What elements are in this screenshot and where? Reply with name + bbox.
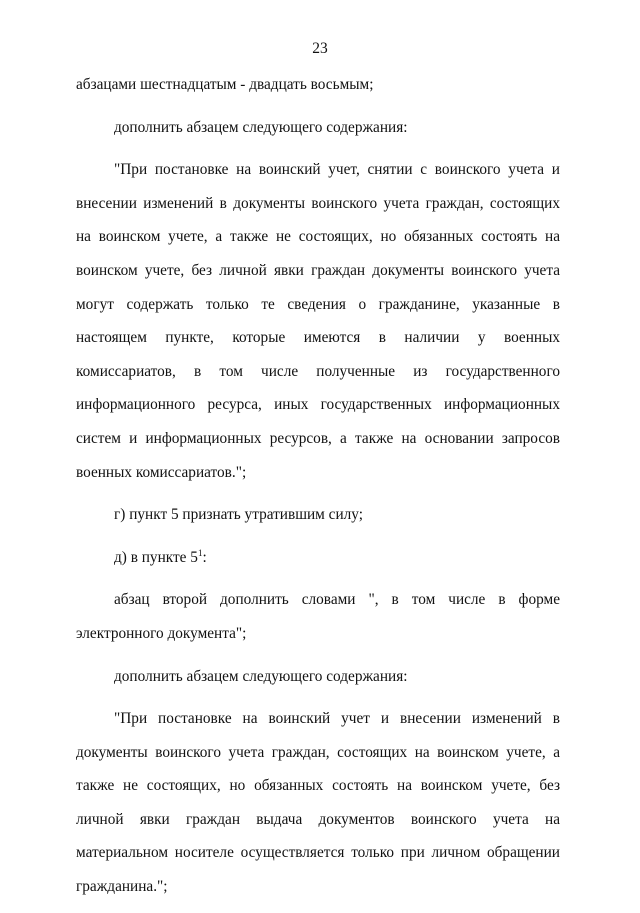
- paragraph-7: дополнить абзацем следующего содержания:: [114, 667, 408, 685]
- item-d-text: д) в пункте 5: [114, 548, 198, 566]
- paragraph-6: абзац второй дополнить словами ", в том числе в форме электронного документа";: [76, 591, 560, 642]
- paragraph-2: дополнить абзацем следующего содержания:: [114, 118, 408, 136]
- item-d-superscript: 1: [197, 547, 203, 558]
- paragraph-4-item-g: г) пункт 5 признать утратившим силу;: [114, 506, 363, 524]
- paragraph-8-quote: "При постановке на воинский учет и внесении изменений в документы воинского учета граждан, состоящих на воинском учете, а также не состоящих, но обязанных состоять на воинском учете, без личной явки граждан выдача документов воинского учета на материальном носителе осуществляется только при личном обращении гражданина.";: [76, 710, 560, 896]
- document-body: [76, 68, 560, 913]
- page-number: 23: [312, 40, 328, 57]
- item-d-colon: :: [202, 548, 207, 566]
- paragraph-1: абзацами шестнадцатым - двадцать восьмым;: [76, 76, 374, 93]
- paragraph-5-item-d: [76, 541, 560, 575]
- paragraph-3-quote: "При постановке на воинский учет, снятии с воинского учета и внесении изменений в документы воинского учета граждан, состоящих на воинском учете, а также не состоящих, но обязанных состоять на воинском учете, без личной явки граждан документы воинского учета могут содержать только те сведения о гражданине, указанные в настоящем пункте, которые имеются в наличии у военных комиссариатов, в том числе полученные из государственного информационного ресурса, иных государственных информационных систем и информационных ресурсов, а также на основании запросов военных комиссариатов.";: [76, 161, 560, 481]
